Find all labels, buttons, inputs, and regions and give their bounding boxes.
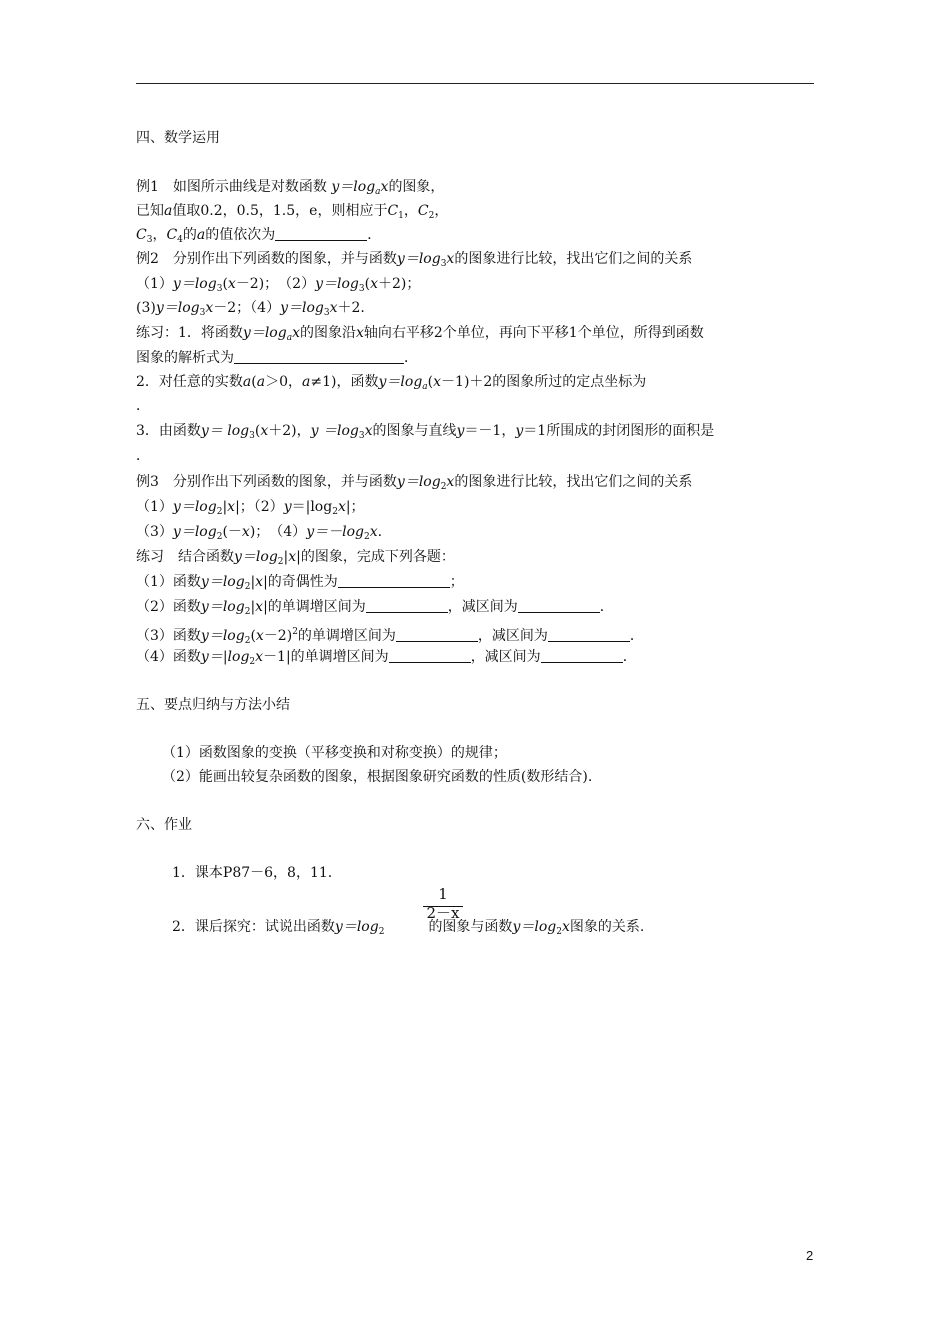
answer-blank[interactable] <box>541 648 623 663</box>
practice-b-line: 练习 结合函数$y=\log_2|x|$的图象，完成下列各题： <box>136 549 455 567</box>
question-3: （3）函数$y=\log_2(x-2)^2$的单调增区间为 ，减区间为 ． <box>136 627 644 646</box>
section-5-title: 五、要点归纳与方法小结 <box>136 697 290 713</box>
practice-2-end: ． <box>136 398 150 414</box>
homework-2: 2．课后探究：试说出函数$y=\log_2$ 的图象与函数$y=\log_2x$图象的关系. <box>172 919 645 937</box>
summary-point-2: （2）能画出较复杂函数的图象，根据图象研究函数的性质(数形结合). <box>162 769 593 785</box>
header-rule <box>136 83 814 84</box>
practice-1-line2: 图象的解析式为 ． <box>136 350 418 366</box>
answer-blank[interactable] <box>518 598 600 613</box>
summary-point-1: （1）函数图象的变换（平移变换和对称变换）的规律； <box>162 745 507 761</box>
example-1-line1: 例1 如图所示曲线是对数函数 $y=\log_ax$的图象， <box>136 179 445 197</box>
homework-1: 1．课本P87－6，8，11. <box>172 865 333 881</box>
example-1-line3: $C_3$，$C_4$的a的值依次为 ． <box>136 227 382 245</box>
practice-3-end: ． <box>136 448 150 464</box>
question-2: （2）函数$y=\log_2|x|$的单调增区间为 ，减区间为 ． <box>136 599 614 617</box>
answer-blank[interactable] <box>366 598 448 613</box>
answer-blank[interactable] <box>338 573 450 588</box>
fraction-numerator: 1 <box>438 885 448 903</box>
practice-3-line: 3．由函数$y= \log_3(x+2)$，$y =\log_3x$的图象与直线y＝－1，y＝1所围成的封闭图形的面积是 <box>136 423 715 441</box>
section-4-title: 四、数学运用 <box>136 130 220 146</box>
example-3-line: 例3 分别作出下列函数的图象，并与函数$y=\log_2x$的图象进行比较，找出它们之间的关系 <box>136 474 693 492</box>
answer-blank[interactable] <box>548 627 630 642</box>
fraction-denominator: 2－x <box>426 904 460 922</box>
example-2-line: 例2 分别作出下列函数的图象，并与函数$y=\log_3x$的图象进行比较，找出它们之间的关系 <box>136 251 693 269</box>
example-2-items-1: $(1)y=\log_3(x-2)$； $(2)y=\log_3(x+2)$； <box>136 276 421 294</box>
answer-blank[interactable] <box>234 349 404 364</box>
section-6-title: 六、作业 <box>136 817 192 833</box>
answer-blank[interactable] <box>389 648 471 663</box>
answer-blank[interactable] <box>275 226 367 241</box>
example-1-line2: 已知a值取0.2，0.5，1.5，e，则相应于$C_1$，$C_2$， <box>136 203 449 221</box>
question-1: （1）函数$y=\log_2|x|$的奇偶性为 ； <box>136 574 464 592</box>
example-3-items-2: $(3)y=\log_2(-x)$； $(4)y=-\log_2x$. <box>136 524 383 542</box>
example-3-items-1: $(1)y=\log_2|x|$；$(2)y=|\log_2x|$； <box>136 499 365 517</box>
example-2-items-2: $(3)y=\log_3x-2$；$(4)y=\log_3x+2$. <box>136 300 365 318</box>
practice-1-line1: 练习：1．将函数$y=\log_ax$的图象沿x轴向右平移2个单位，再向下平移1个单位，所得到函数 <box>136 325 704 343</box>
practice-2-line: 2．对任意的实数a(a＞0，a≠1)，函数$y=\log_a(x-1)+2$的图象所过的定点坐标为 <box>136 374 647 392</box>
question-4: （4）函数$y=|\log_2x-1|$的单调增区间为 ，减区间为 ． <box>136 649 637 667</box>
answer-blank[interactable] <box>396 627 478 642</box>
page-number: 2 <box>806 1248 814 1263</box>
